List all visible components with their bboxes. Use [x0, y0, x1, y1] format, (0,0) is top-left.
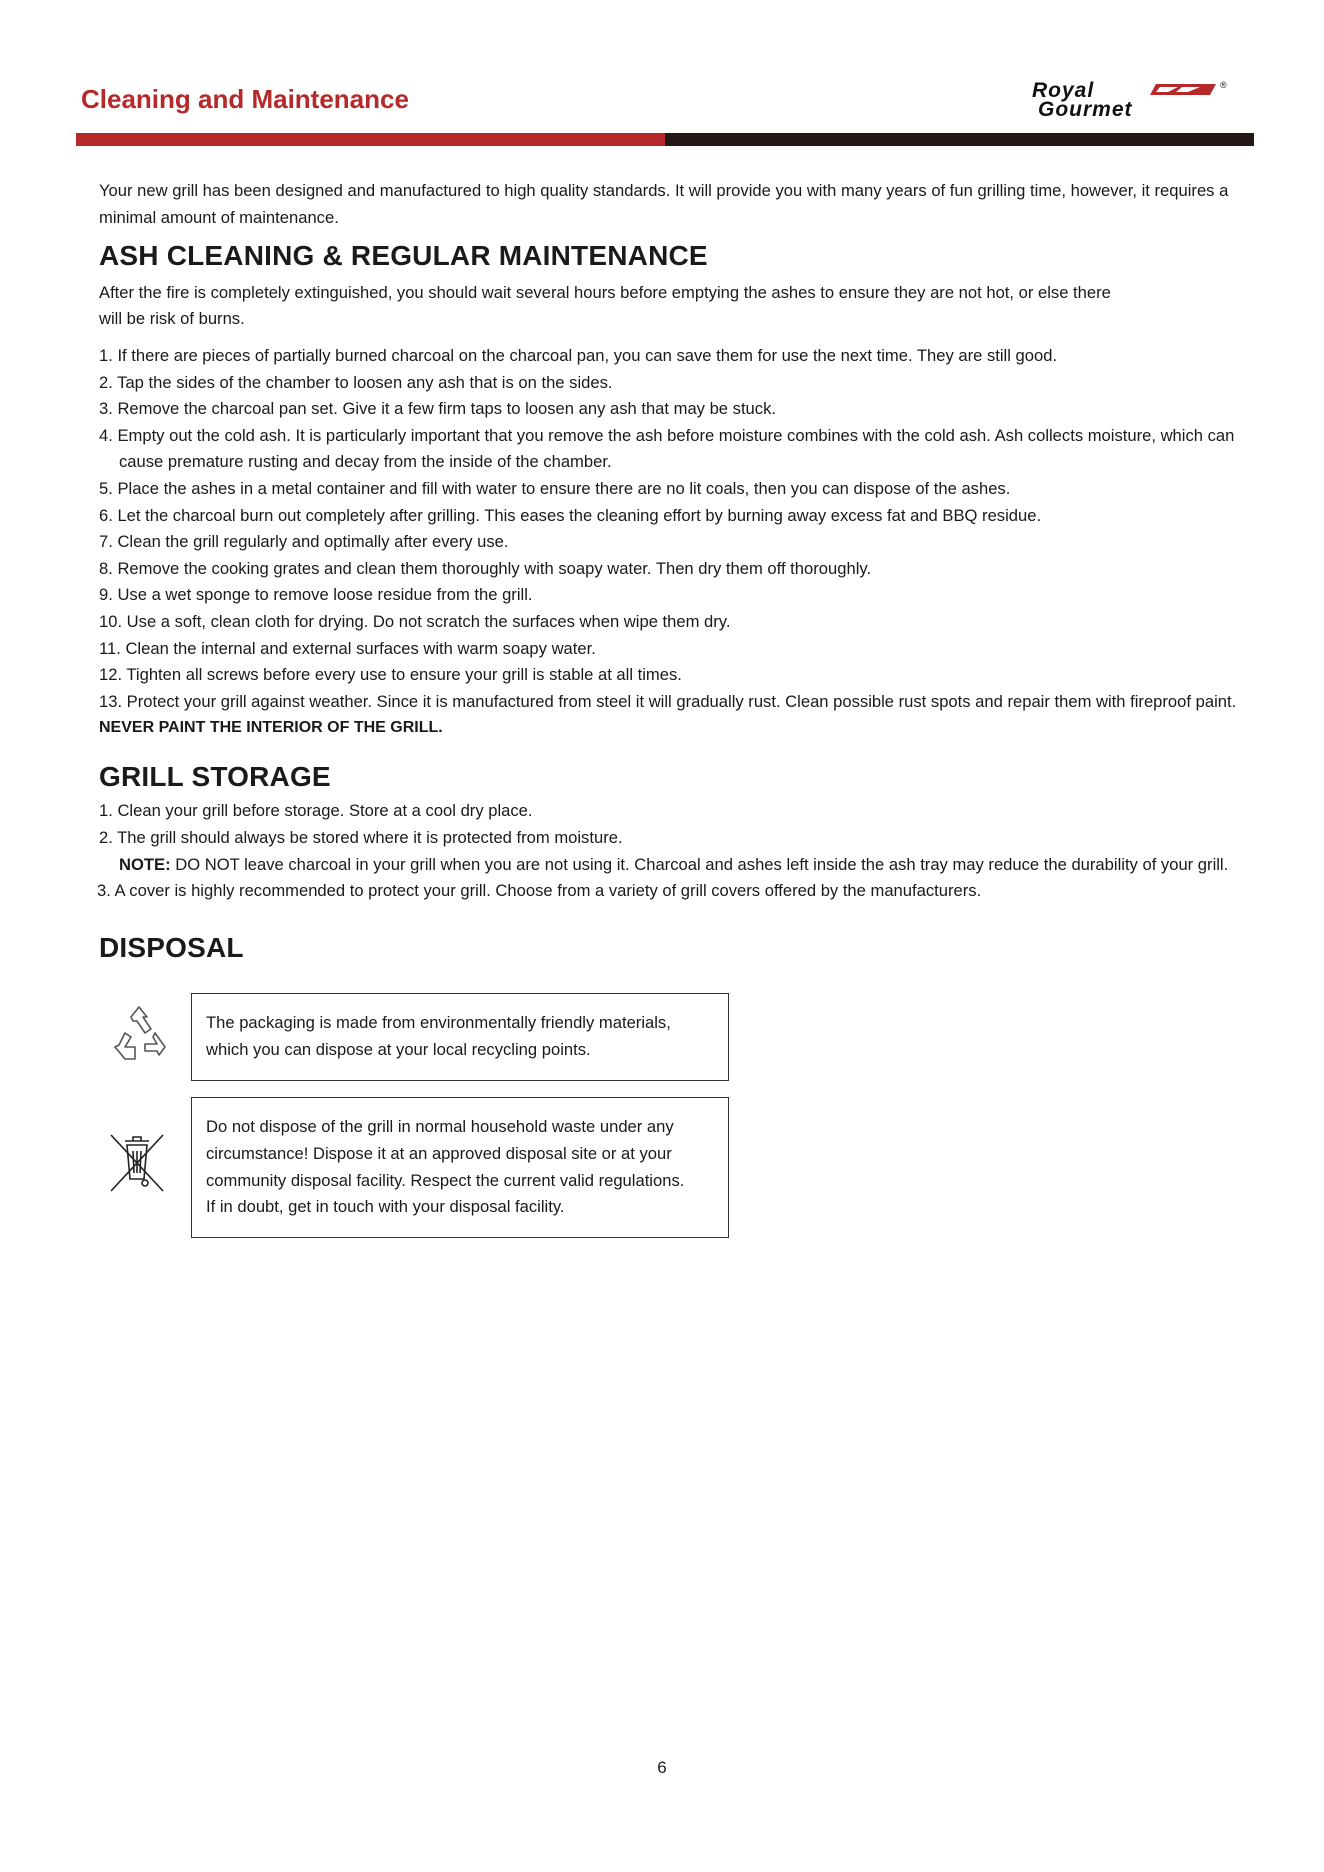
logo-registered-mark: ®	[1220, 80, 1227, 90]
header-bar-dark	[665, 133, 1254, 146]
disposal-line: If in doubt, get in touch with your disposal facility.	[206, 1197, 565, 1217]
royal-gourmet-logo	[1028, 78, 1228, 120]
packaging-line: The packaging is made from environmentally friendly materials,	[206, 1013, 671, 1033]
main-content	[99, 178, 1239, 1227]
ash-maintenance-list	[99, 343, 1239, 715]
logo-flame-icon	[1150, 84, 1216, 95]
list-item: 12. Tighten all screws before every use to ensure your grill is stable at all times.	[99, 665, 682, 685]
grill-disposal-info-box	[191, 1097, 729, 1237]
disposal-line: circumstance! Dispose it at an approved disposal site or at your	[206, 1144, 672, 1164]
header-bar-red	[76, 133, 665, 146]
logo-text-royal: Royal	[1032, 79, 1095, 102]
crossed-bin-icon	[107, 1131, 167, 1195]
list-item: 11. Clean the internal and external surfaces with warm soapy water.	[99, 638, 596, 658]
note-text: DO NOT leave charcoal in your grill when you are not using it. Charcoal and ashes left inside the ash tray may reduce the durability of your grill.	[170, 854, 1229, 874]
disposal-line: Do not dispose of the grill in normal household waste under any	[206, 1117, 674, 1137]
list-item: 4. Empty out the cold ash. It is particularly important that you remove the ash before moisture combines with the cold ash. Ash collects moisture, which can cause premature rusting and decay from the inside of the chamber.	[99, 425, 1235, 472]
list-item: 1. If there are pieces of partially burned charcoal on the charcoal pan, you can save them for use the next time. They are still good.	[99, 345, 1058, 365]
packaging-disposal-row	[99, 993, 1239, 1081]
storage-list	[99, 798, 1239, 904]
disposal-line: community disposal facility. Respect the current valid regulations.	[206, 1170, 685, 1190]
grill-disposal-row	[99, 1097, 1239, 1227]
ash-section-heading: ASH CLEANING & REGULAR MAINTENANCE	[99, 240, 708, 272]
list-item: 7. Clean the grill regularly and optimally after every use.	[99, 532, 509, 552]
list-item: 6. Let the charcoal burn out completely after grilling. This eases the cleaning effort by burning away excess fat and BBQ residue.	[99, 505, 1042, 525]
packaging-info-box	[191, 993, 729, 1080]
recycle-icon	[107, 1003, 171, 1067]
logo-text-gourmet: Gourmet	[1038, 98, 1133, 120]
list-item: 10. Use a soft, clean cloth for drying. Do not scratch the surfaces when wipe them dry.	[99, 611, 731, 631]
intro-paragraph: Your new grill has been designed and manufactured to high quality standards. It will provide you with many years of fun grilling time, however, it requires a minimal amount of maintenance.	[99, 181, 1229, 227]
storage-section-heading: GRILL STORAGE	[99, 760, 331, 792]
storage-note	[99, 852, 1239, 879]
list-item: 3. Remove the charcoal pan set. Give it a few firm taps to loosen any ash that may be stuck.	[99, 399, 776, 419]
page-number: 6	[657, 1758, 667, 1777]
packaging-line: which you can dispose at your local recycling points.	[206, 1040, 591, 1060]
list-item: 13. Protect your grill against weather. Since it is manufactured from steel it will gradually rust. Clean possible rust spots and repair them with fireproof paint.	[99, 691, 1237, 711]
note-label: NOTE:	[119, 854, 171, 874]
list-item: 2. The grill should always be stored where it is protected from moisture.	[99, 828, 623, 848]
list-item: 2. Tap the sides of the chamber to loosen any ash that is on the sides.	[99, 372, 613, 392]
list-item: 1. Clean your grill before storage. Store at a cool dry place.	[99, 801, 533, 821]
disposal-section-heading: DISPOSAL	[99, 931, 244, 963]
list-item: 3. A cover is highly recommended to protect your grill. Choose from a variety of grill covers offered by the manufacturers.	[97, 881, 982, 901]
list-item: 5. Place the ashes in a metal container and fill with water to ensure there are no lit coals, then you can dispose of the ashes.	[99, 478, 1011, 498]
list-item: 8. Remove the cooking grates and clean them thoroughly with soapy water. Then dry them off thoroughly.	[99, 558, 872, 578]
list-item: 9. Use a wet sponge to remove loose residue from the grill.	[99, 585, 533, 605]
paint-warning: NEVER PAINT THE INTERIOR OF THE GRILL.	[99, 719, 443, 737]
ash-intro-paragraph: After the fire is completely extinguished, you should wait several hours before emptying the ashes to ensure they are not hot, or else there will be risk of burns.	[99, 282, 1111, 329]
page-title: Cleaning and Maintenance	[81, 84, 409, 114]
